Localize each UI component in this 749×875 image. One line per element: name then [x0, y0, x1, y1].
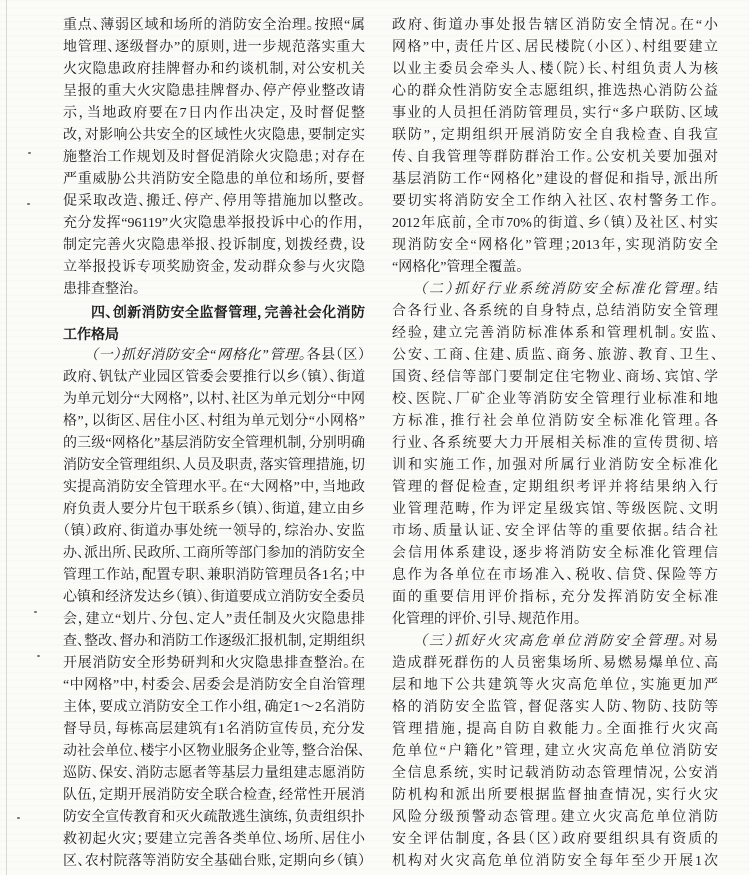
text-line — [63, 433, 365, 455]
text-line — [63, 279, 365, 301]
body-text: 地管理、逐级督办”的原则，进一步规范落实重大 — [63, 40, 365, 55]
body-text: 基层消防工作“网格化”建设的督促和指导，派出所 — [392, 172, 718, 187]
text-line — [63, 235, 365, 257]
body-text: 行业、各系统要大力开展相关标准的宣传贯彻、培 — [392, 436, 718, 451]
body-text: 格”，以街区、居住小区、村组为单元划分“小网格” — [63, 414, 365, 429]
text-line — [392, 807, 718, 829]
text-line — [63, 37, 365, 59]
text-line — [63, 147, 365, 169]
page-edge-line — [6, 0, 7, 875]
text-line — [63, 565, 365, 587]
text-line — [392, 411, 718, 433]
text-line — [63, 59, 365, 81]
text-line — [63, 631, 365, 653]
text-line — [63, 499, 365, 521]
body-text: 管理措施，提高自防自救能力。全面推行火灾高 — [392, 722, 718, 737]
text-line — [63, 851, 365, 873]
text-line — [63, 697, 365, 719]
body-text: 呈报的重大火灾隐患挂牌督办、停产停业整改请 — [63, 84, 365, 99]
text-line — [392, 741, 718, 763]
body-text: 示，当地政府要在7日内作出决定，及时督促整 — [63, 106, 365, 121]
body-text: “网格化”管理全覆盖。 — [392, 260, 524, 275]
body-text: 管理的督促检查，定期组织考评并将结果纳入行 — [392, 480, 718, 495]
body-text: “中网格”中，村委会、居委会是消防安全自治管理 — [63, 678, 365, 693]
text-line — [392, 257, 718, 279]
body-text: 立举报投诉专项奖励资金，发动群众参与火灾隐 — [63, 260, 365, 275]
section-heading-text: 四、创新消防安全监督管理，完善社会化消防 — [91, 304, 365, 320]
text-line — [392, 675, 718, 697]
body-text: 层和地下公共建筑等火灾高危单位，实施更加严 — [392, 678, 718, 693]
text-line — [392, 213, 718, 235]
text-line — [392, 763, 718, 785]
text-line — [392, 433, 718, 455]
text-line — [392, 59, 718, 81]
body-text: 府负责人要分片包干联系乡（镇）、街道，建立由乡 — [63, 502, 365, 517]
body-text: 各县（区） — [306, 348, 365, 363]
text-line — [63, 719, 365, 741]
body-text: 救初起火灾；要建立完善各类单位、场所、居住小 — [63, 832, 365, 847]
text-line — [392, 477, 718, 499]
body-text: 区、农村院落等消防安全基础台账，定期向乡（镇） — [63, 854, 365, 869]
text-line — [63, 301, 365, 323]
text-line — [63, 323, 365, 345]
text-line — [63, 411, 365, 433]
subsection-title-text: （一）抓好消防安全“网格化”管理。 — [91, 348, 307, 363]
text-column-right — [392, 15, 718, 873]
text-line — [63, 103, 365, 125]
text-line — [392, 125, 718, 147]
text-line — [63, 81, 365, 103]
text-line — [63, 15, 365, 37]
body-text: 经验，建立完善消防标准体系和管理机制。安监、 — [392, 326, 718, 341]
body-text: 巡防、保安、消防志愿者等基层力量组建志愿消防 — [63, 766, 365, 781]
body-text: 的三级“网格化”基层消防安全管理机制，分别明确 — [63, 436, 365, 451]
text-line — [392, 653, 718, 675]
body-text: 管理工作站，配置专职、兼职消防管理员各1名；中 — [63, 568, 365, 583]
body-text: 传、自我管理等群防群治工作。公安机关要加强对 — [392, 150, 718, 165]
text-line — [392, 37, 718, 59]
body-text: 患排查整治。 — [63, 282, 140, 297]
body-text: 结 — [704, 282, 718, 297]
text-line — [392, 455, 718, 477]
body-text: 格的消防安全监管，督促落实人防、物防、技防等 — [392, 700, 718, 715]
body-text: 业管理范畴，作为评定星级宾馆、等级医院、文明 — [392, 502, 718, 517]
text-line — [63, 191, 365, 213]
text-line — [63, 455, 365, 477]
body-text: 施整治工作规划及时督促消除火灾隐患；对存在 — [63, 150, 365, 165]
text-line — [63, 829, 365, 851]
text-line — [392, 81, 718, 103]
text-line — [392, 543, 718, 565]
text-line — [63, 741, 365, 763]
body-text: 实提高消防安全管理水平。在“大网格”中，当地政 — [63, 480, 365, 495]
body-text: 会，建立“划片、分包、定人”责任制及火灾隐患排 — [63, 612, 365, 627]
text-line — [63, 169, 365, 191]
text-line — [63, 125, 365, 147]
text-line — [392, 279, 718, 301]
text-line — [392, 521, 718, 543]
body-text: 主体，要成立消防安全工作小组，确定1～2名消防 — [63, 700, 365, 715]
body-text: 会信用体系建设，逐步将消防安全标准化管理信 — [392, 546, 718, 561]
text-line — [63, 675, 365, 697]
body-text: 网格”中，责任片区、居民楼院（小区）、村组要建立 — [392, 40, 718, 55]
body-text: 安全评估制度，各县（区）政府要组织具有资质的 — [392, 832, 718, 847]
body-text: 开展消防安全形势研判和火灾隐患排查整治。在 — [63, 656, 365, 671]
body-text: 校、医院、厂矿企业等消防安全管理行业标准和地 — [392, 392, 718, 407]
body-text: 政府、钒钛产业园区管委会要推行以乡（镇）、街道 — [63, 370, 365, 385]
body-text: 国资、经信等部门要制定住宅物业、商场、宾馆、学 — [392, 370, 718, 385]
text-line — [392, 301, 718, 323]
text-line — [392, 565, 718, 587]
text-line — [392, 785, 718, 807]
body-text: 以业主委员会牵头人、楼（院）长、村组负责人为核 — [392, 62, 718, 77]
text-line — [392, 829, 718, 851]
section-heading-text: 工作格局 — [63, 326, 119, 342]
text-line — [392, 851, 718, 873]
text-line — [63, 521, 365, 543]
text-line — [392, 103, 718, 125]
body-text: 防机构和派出所要根据监督抽查情况，实行火灾 — [392, 788, 718, 803]
body-text: 防安全宣传教育和灭火疏散逃生演练，负责组织扑 — [63, 810, 365, 825]
text-line — [63, 213, 365, 235]
scan-speck — [37, 655, 40, 657]
body-text: 对易 — [687, 634, 719, 649]
body-text: 促采取改造、搬迁、停产、停用等措施加以整改。 — [63, 194, 365, 209]
text-line — [63, 785, 365, 807]
text-line — [392, 631, 718, 653]
body-text: 造成群死群伤的人员密集场所、易燃易爆单位、高 — [392, 656, 718, 671]
body-text: 制定完善火灾隐患举报、投诉制度，划拨经费，设 — [63, 238, 365, 253]
body-text: 化管理的评价、引导、规范作用。 — [392, 612, 581, 627]
body-text: 危单位“户籍化”管理，建立火灾高危单位消防安 — [392, 744, 718, 759]
text-line — [392, 609, 718, 631]
body-text: 动社会单位、楼宇小区物业服务企业等，整合治保、 — [63, 744, 365, 759]
body-text: 充分发挥“96119”火灾隐患举报投诉中心的作用， — [63, 216, 365, 231]
text-line — [392, 235, 718, 257]
text-line — [63, 587, 365, 609]
scan-speck — [17, 817, 20, 819]
body-text: （镇）政府、街道办事处统一领导的，综治办、安监 — [63, 524, 365, 539]
body-text: 风险分级预警动态管理。建立火灾高危单位消防 — [392, 810, 718, 825]
body-text: 火灾隐患政府挂牌督办和约谈机制，对公安机关 — [63, 62, 365, 77]
body-text: 重点、薄弱区域和场所的消防安全治理。按照“属 — [63, 18, 365, 33]
text-line — [63, 345, 365, 367]
text-line — [392, 389, 718, 411]
text-line — [392, 191, 718, 213]
body-text: 查、整改、督办和消防工作逐级汇报机制，定期组织 — [63, 634, 365, 649]
body-text: 消防安全管理组织、人员及职责，落实管理措施，切 — [63, 458, 365, 473]
text-line — [392, 147, 718, 169]
body-text: 队伍，定期开展消防安全联合检查，经常性开展消 — [63, 788, 365, 803]
subsection-title-text: （三）抓好火灾高危单位消防安全管理。 — [420, 634, 688, 649]
body-text: 联防”，定期组织开展消防安全自我检查、自我宣 — [392, 128, 718, 143]
scan-speck — [27, 203, 30, 205]
text-line — [392, 323, 718, 345]
text-line — [63, 543, 365, 565]
text-line — [63, 257, 365, 279]
text-line — [63, 367, 365, 389]
text-line — [392, 697, 718, 719]
text-line — [63, 609, 365, 631]
text-line — [392, 367, 718, 389]
text-line — [63, 477, 365, 499]
scan-speck — [34, 611, 37, 613]
body-text: 要切实将消防安全工作纳入社区、农村警务工作。 — [392, 194, 718, 209]
body-text: 市场、质量认证、安全评估等的重要依据。结合社 — [392, 524, 718, 539]
body-text: 方标准，推行社会单位消防安全标准化管理。各 — [392, 414, 718, 429]
body-text: 办、派出所、民政所、工商所等部门参加的消防安全 — [63, 546, 365, 561]
body-text: 合各行业、各系统的自身特点，总结消防安全管理 — [392, 304, 718, 319]
text-line — [392, 719, 718, 741]
subsection-title-text: （二）抓好行业系统消防安全标准化管理。 — [420, 282, 704, 297]
body-text: 现消防安全“网格化”管理；2013年，实现消防安全 — [392, 238, 718, 253]
text-line — [392, 587, 718, 609]
body-text: 督导员，每栋高层建筑有1名消防宣传员，充分发 — [63, 722, 365, 737]
body-text: 心镇和经济发达乡（镇）、街道要成立消防安全委员 — [63, 590, 365, 605]
text-line — [63, 763, 365, 785]
body-text: 事业的人员担任消防管理员，实行“多户联防、区域 — [392, 106, 718, 121]
text-line — [392, 345, 718, 367]
body-text: 心的群众性消防安全志愿组织，推选热心消防公益 — [392, 84, 718, 99]
body-text: 为单元划分“大网格”，以村、社区为单元划分“中网 — [63, 392, 365, 407]
body-text: 面的重要信用评价指标，充分发挥消防安全标准 — [392, 590, 718, 605]
body-text: 公安、工商、住建、质监、商务、旅游、教育、卫生、 — [392, 348, 718, 363]
scan-speck — [28, 152, 31, 154]
body-text: 全信息系统，实时记载消防动态管理情况，公安消 — [392, 766, 718, 781]
text-line — [63, 653, 365, 675]
text-line — [63, 807, 365, 829]
body-text: 改，对影响公共安全的区域性火灾隐患，要制定实 — [63, 128, 365, 143]
text-line — [392, 15, 718, 37]
body-text: 息作为各单位在市场准入、税收、信贷、保险等方 — [392, 568, 718, 583]
text-line — [392, 169, 718, 191]
text-line — [392, 499, 718, 521]
body-text: 机构对火灾高危单位消防安全每年至少开展1次 — [392, 854, 718, 869]
body-text: 训和实施工作，加强对所属行业消防安全标准化 — [392, 458, 718, 473]
body-text: 严重威胁公共消防安全隐患的单位和场所，要督 — [63, 172, 365, 187]
text-line — [63, 389, 365, 411]
body-text: 政府、街道办事处报告辖区消防安全情况。在“小 — [392, 18, 718, 33]
body-text: 2012年底前，全市70%的街道、乡（镇）及社区、村实 — [392, 216, 718, 231]
text-column-left — [63, 15, 365, 873]
